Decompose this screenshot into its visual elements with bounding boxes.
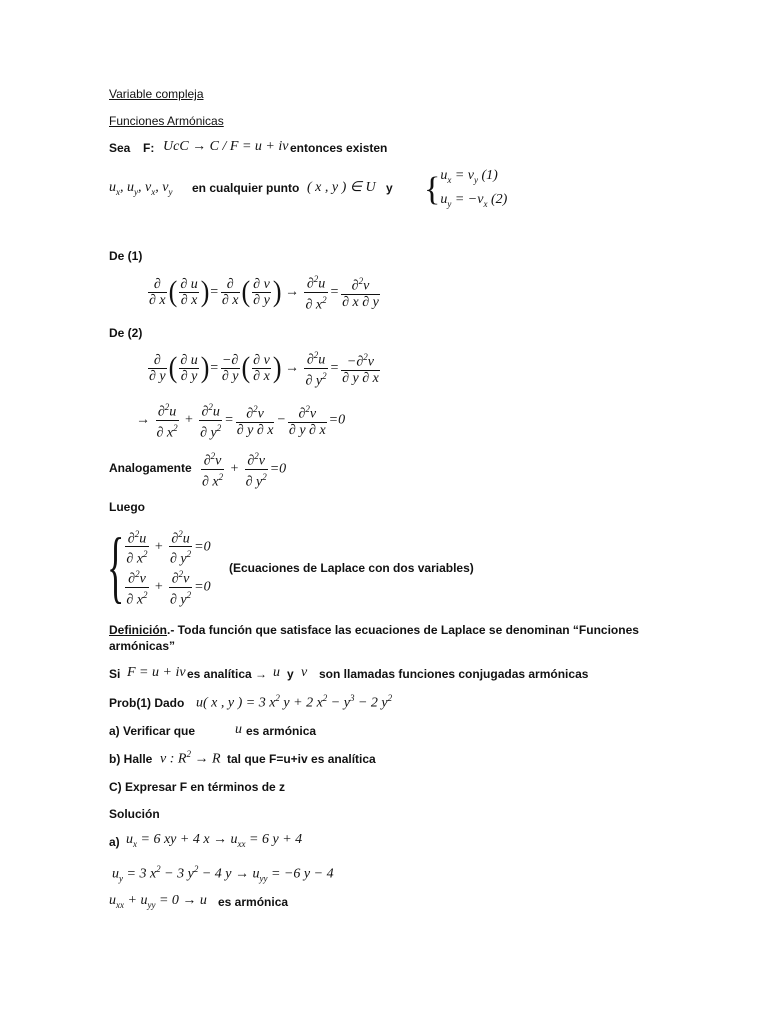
partials-text: en cualquier punto xyxy=(192,181,300,195)
prob-label: Prob(1) Dado xyxy=(109,696,185,710)
si-mid: es analítica → xyxy=(187,667,268,681)
eq-de2: $\frac{\partial}{\partial y}$ ( $\frac{\partial u}{\partial y}$ )= $\frac{-\partial}{\partial y}$ ( $\frac{\partial v}{\partial x}$ ) → $\frac{\partial^2u}{\partial y^2}$ = $\frac{-\partial^2v}{\partial y \partial x}$ xyxy=(149,350,379,389)
item-a-pre: a) Verificar que xyxy=(109,724,196,738)
eq-sum: → $\frac{\partial^2u}{\partial x^2}$ + $\frac{\partial^2u}{\partial y^2}$ = $\frac{\partial^2v}{\partial y \partial x}$ − $\frac{\partial^2v}{\partial y \partial x}$ =0 xyxy=(136,402,346,441)
partials-point: ( x , y ) ∈ U xyxy=(307,180,376,195)
sea-mapping: UcC → C / F = u + iv xyxy=(163,139,289,154)
cr-eq-2: $u_y = -v_x$ (2) xyxy=(440,191,508,209)
definition-text: .- Toda función que satisface las ecuaciones de Laplace se denominan “Funciones xyxy=(167,623,639,637)
definition-line2: armónicas” xyxy=(109,639,176,653)
item-a-post: es armónica xyxy=(246,724,317,738)
si-label: Si xyxy=(109,667,121,681)
sol-b-math: $u_y = 3$ $x^2 - 3$ $y^2 - 4$ $y \to u_{yy} = -6$ y − 4 xyxy=(112,864,334,884)
item-b-pre: b) Halle xyxy=(109,752,153,766)
item-b-math: v : $R^2 \to R$ xyxy=(160,749,221,767)
sol-c-math: $u_{xx} + u_{yy} = 0 \to u$ xyxy=(109,893,207,910)
si-tail: son llamadas funciones conjugadas armónicas xyxy=(319,667,589,681)
brace-icon: { xyxy=(424,170,441,208)
item-a-math: u xyxy=(235,722,242,737)
solucion-label: Solución xyxy=(109,807,160,821)
cauchy-riemann-system xyxy=(424,166,507,214)
si-math-v: v xyxy=(301,665,308,680)
eq-analog: $\frac{\partial^2v}{\partial x^2}$ + $\frac{\partial^2v}{\partial y^2}$ =0 xyxy=(202,451,287,490)
brace-icon: { xyxy=(107,523,125,611)
prob-math: u( x , y ) = 3 $x^2$ y + 2 $x^2 - y^3 - 2$ $y^2$ xyxy=(196,693,393,711)
item-b-post: tal que F=u+iv es analítica xyxy=(227,752,376,766)
sea-tail: entonces existen xyxy=(290,141,388,155)
sea-label: Sea xyxy=(109,141,131,155)
si-math-f: F = u + iv xyxy=(127,665,186,680)
partials-expr: $u_x$, $u_y$, $v_x$, $v_y$ xyxy=(109,180,173,197)
heading-funciones-armonicas: Funciones Armónicas xyxy=(109,114,224,128)
analogamente-label: Analogamente xyxy=(109,461,192,475)
laplace-system: { $\frac{\partial^2u}{\partial x^2}$ + $\frac{\partial^2u}{\partial y^2}$ =0 $\frac{\partial^2v}{\partial x^2}$ + $\frac{\partial^2v}{\partial y^2}$ =0 xyxy=(107,523,211,611)
cr-eq-1: $u_x = v_y$ (1) xyxy=(440,168,498,185)
si-math-u: u xyxy=(273,665,280,680)
eq-de1: $\frac{\partial}{\partial x}$ ( $\frac{\partial u}{\partial x}$ )= $\frac{\partial}{\partial x}$ ( $\frac{\partial v}{\partial y}$ ) → $\frac{\partial^2u}{\partial x^2}$ = $\frac{\partial^2v}{\partial x \partial y}$ xyxy=(149,274,379,313)
luego-label: Luego xyxy=(109,500,145,514)
de2-label: De (2) xyxy=(109,326,143,340)
definition-line1 xyxy=(109,623,639,637)
sol-a-label: a) xyxy=(109,835,120,849)
sol-c-post: es armónica xyxy=(218,895,289,909)
de1-label: De (1) xyxy=(109,249,143,263)
partials-y: y xyxy=(386,181,393,195)
heading-variable-compleja: Variable compleja xyxy=(109,87,204,101)
sea-f: F: xyxy=(143,141,155,155)
si-y: y xyxy=(287,667,294,681)
item-c: C) Expresar F en términos de z xyxy=(109,780,286,794)
sol-a-math: $u_x = 6$ xy + 4 $x \to u_{xx} = 6$ y + 4 xyxy=(126,832,303,849)
laplace-note: (Ecuaciones de Laplace con dos variables) xyxy=(229,561,474,575)
definition-term: Definición xyxy=(109,623,168,637)
